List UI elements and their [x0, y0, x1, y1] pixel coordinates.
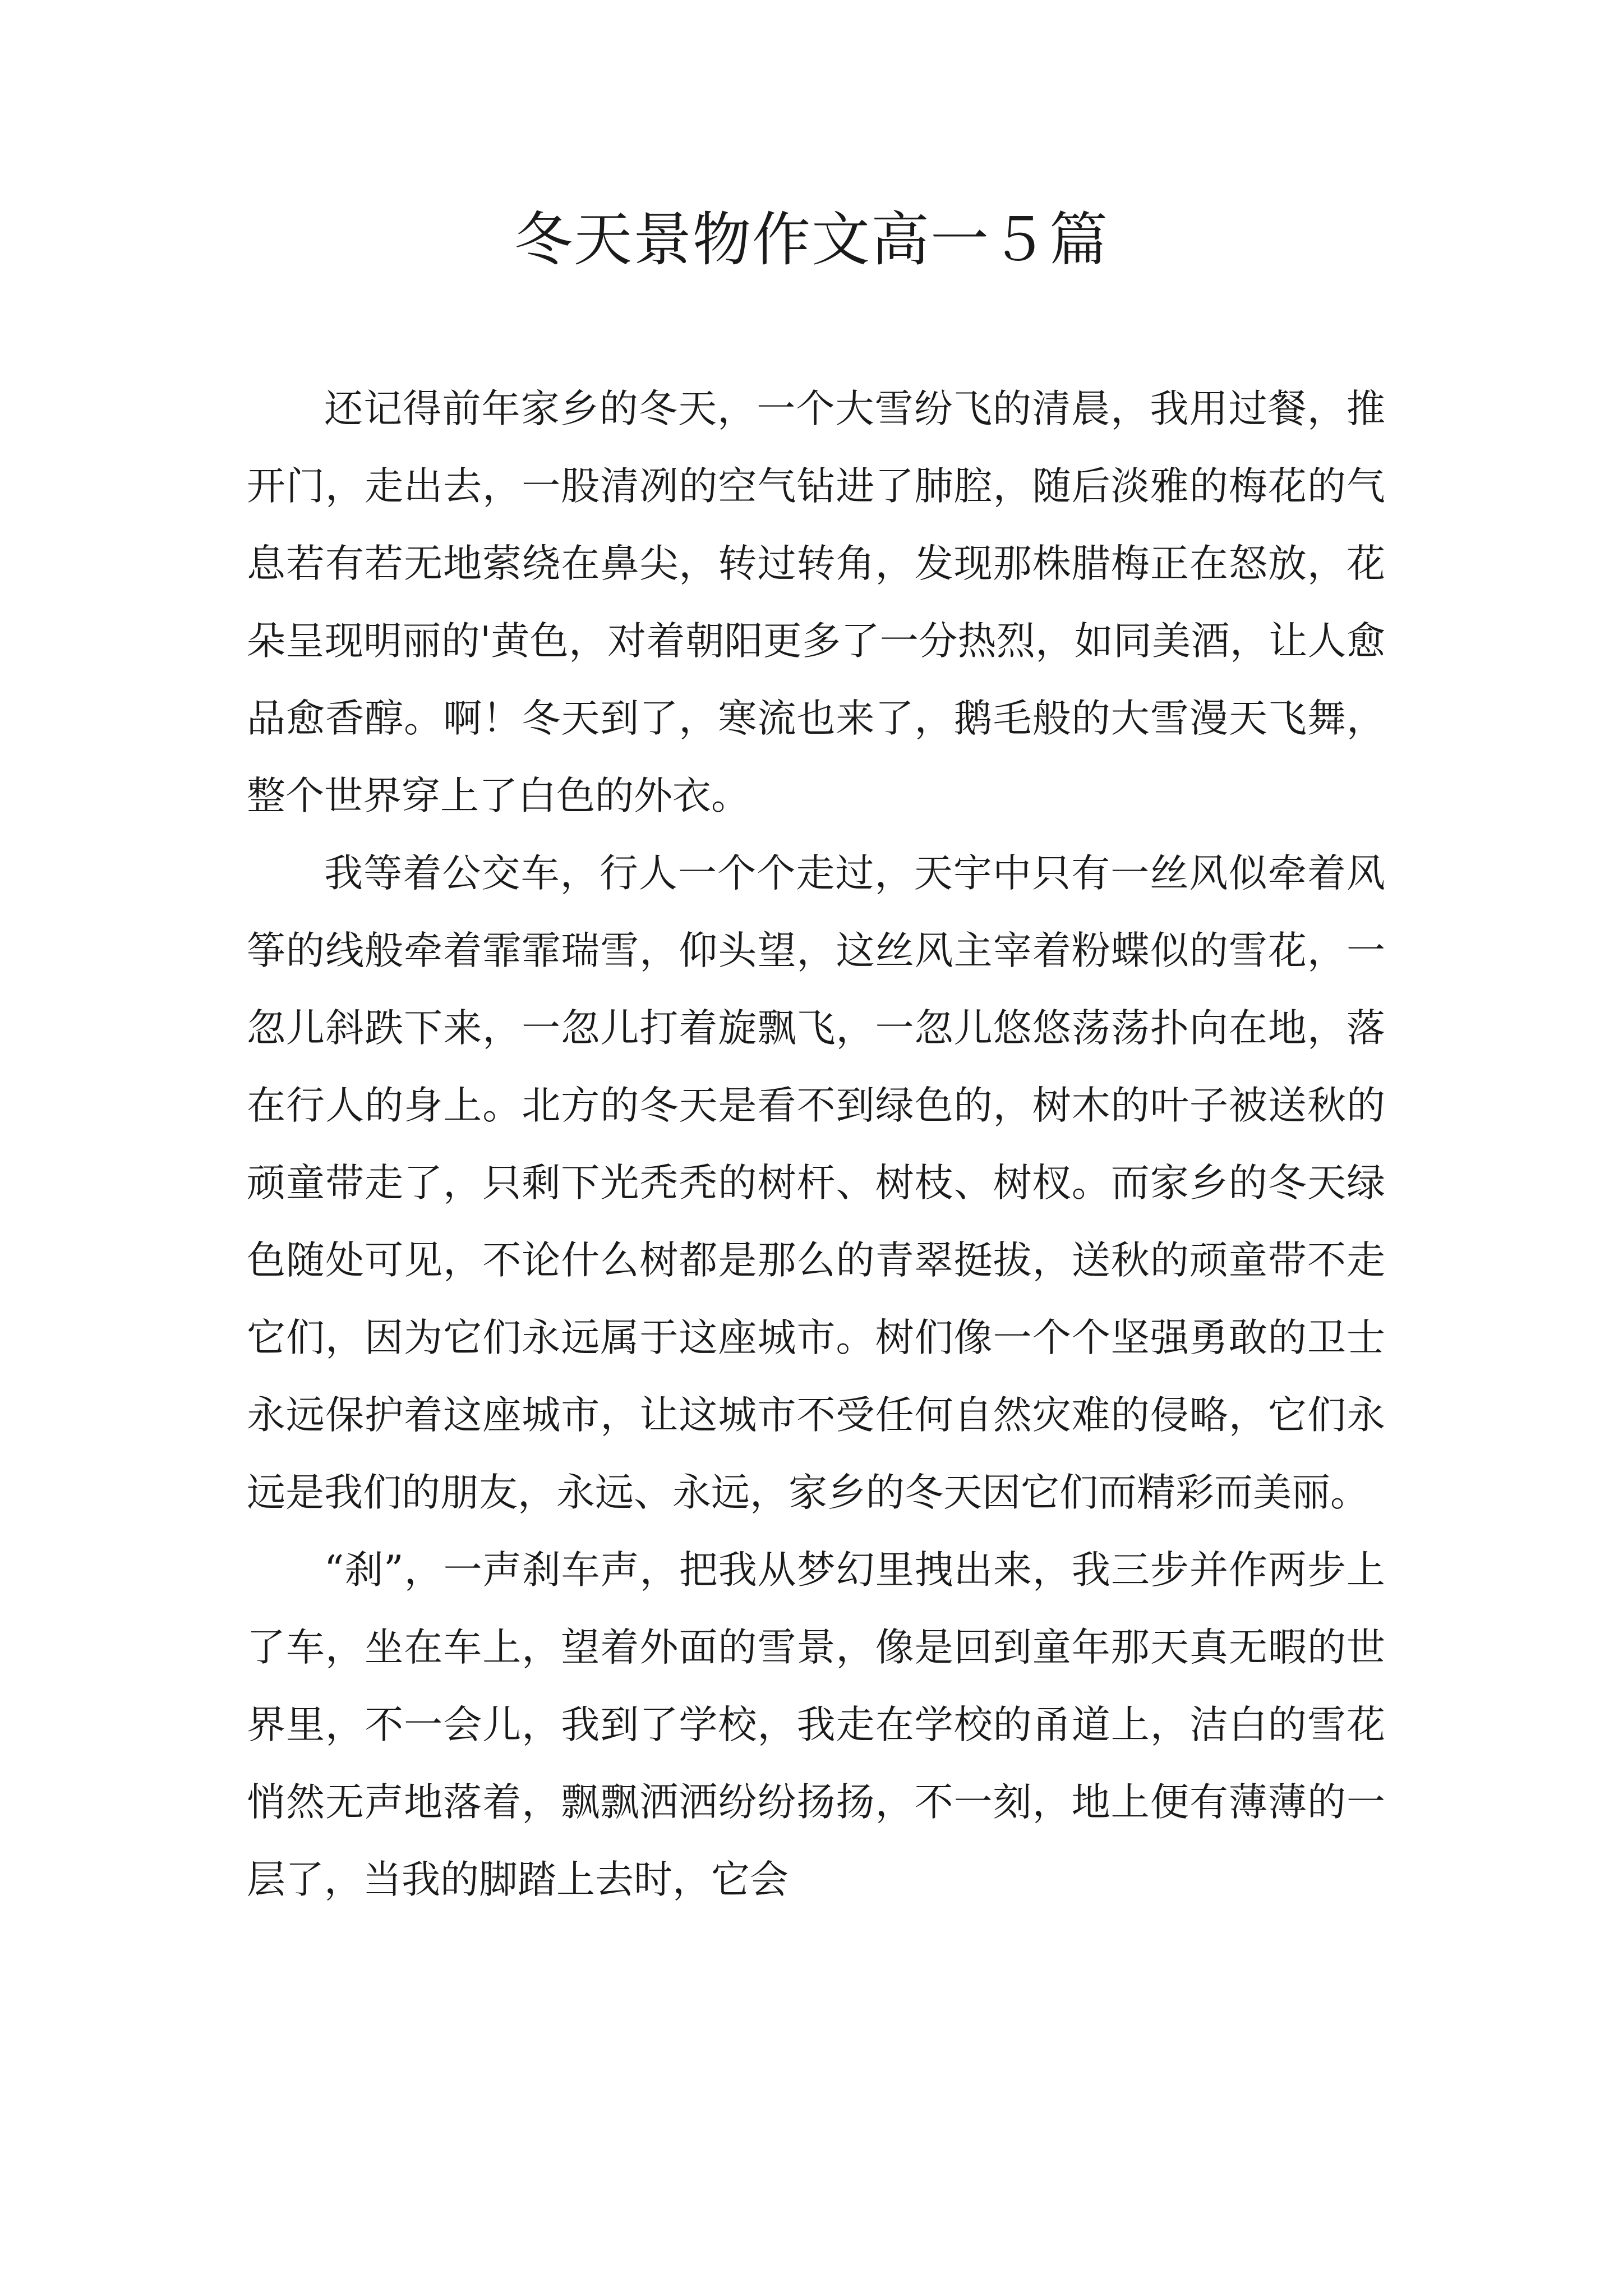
paragraph-1: 还记得前年家乡的冬天，一个大雪纷飞的清晨，我用过餐，推开门，走出去，一股清冽的空气钻进了肺腔，随后淡雅的梅花的气息若有若无地萦绕在鼻尖，转过转角，发现那株腊梅正在怒放，花朵呈现明丽的'黄色，对着朝阳更多了一分热烈，如同美酒，让人愈品愈香醇。啊！冬天到了，寒流也来了，鹅毛般的大雪漫天飞舞，整个世界穿上了白色的外衣。 — [247, 386, 1385, 818]
document-body — [247, 370, 1385, 1918]
paragraph-3: “刹”，一声刹车声，把我从梦幻里拽出来，我三步并作两步上了车，坐在车上，望着外面的雪景，像是回到童年那天真无暇的世界里，不一会儿，我到了学校，我走在学校的甬道上，洁白的雪花悄然无声地落着，飘飘洒洒纷纷扬扬，不一刻，地上便有薄薄的一层了，当我的脚踏上去时，它会 — [247, 1548, 1385, 1902]
document-title: 冬天景物作文高一５篇 — [514, 205, 1109, 274]
paragraph-2: 我等着公交车，行人一个个走过，天宇中只有一丝风似牵着风筝的线般牵着霏霏瑞雪，仰头望，这丝风主宰着粉蝶似的雪花，一忽儿斜跌下来，一忽儿打着旋飘飞，一忽儿悠悠荡荡扑向在地，落在行人的身上。北方的冬天是看不到绿色的，树木的叶子被送秋的顽童带走了，只剩下光秃秃的树杆、树枝、树杈。而家乡的冬天绿色随处可见，不论什么树都是那么的青翠挺拔，送秋的顽童带不走它们，因为它们永远属于这座城市。树们像一个个坚强勇敢的卫士永远保护着这座城市，让这城市不受任何自然灾难的侵略，它们永远是我们的朋友，永远、永远，家乡的冬天因它们而精彩而美丽。 — [247, 851, 1385, 1515]
